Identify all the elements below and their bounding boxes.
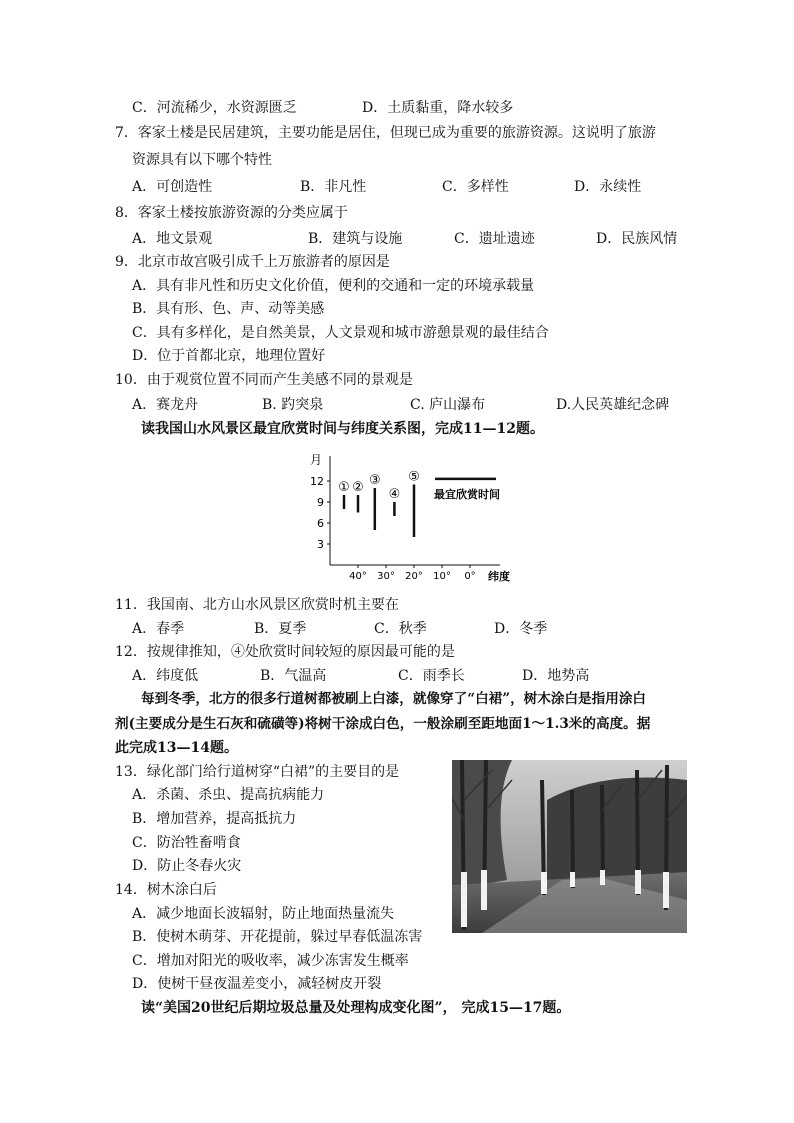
q11-option-b: B．夏季 — [254, 621, 307, 637]
q13-option-a: A．杀菌、杀虫、提高抗病能力 — [132, 787, 325, 803]
q8-option-c: C．遗址遗迹 — [454, 231, 535, 247]
x-tick-label: 30° — [377, 571, 395, 582]
series-label: ③ — [368, 473, 381, 488]
intro-15-17: 读“美国20世纪后期垃圾总量及处理构成变化图”， 完成15—17题。 — [141, 1000, 571, 1016]
q11-stem: 11．我国南、北方山水风景区欣赏时机主要在 — [115, 597, 399, 613]
y-tick-label: 12 — [310, 475, 324, 488]
q13-stem: 13．绿化部门给行道树穿“白裙”的主要目的是 — [115, 764, 400, 780]
q11-option-a: A．春季 — [132, 621, 185, 637]
q7-option-b: B．非凡性 — [300, 179, 367, 195]
q8-stem: 8．客家土楼按旅游资源的分类应属于 — [115, 205, 348, 221]
x-axis-label: 纬度 — [488, 570, 510, 583]
q8-option-a: A．地文景观 — [132, 231, 213, 247]
q12-option-a: A．纬度低 — [132, 668, 199, 684]
q12-option-c: C．雨季长 — [398, 668, 465, 684]
series-label: ④ — [388, 487, 401, 502]
y-axis-label: 月 — [310, 453, 323, 467]
q9-stem: 9．北京市故宫吸引成千上万旅游者的原因是 — [115, 254, 390, 270]
q9-option-b: B．具有形、色、声、动等美感 — [132, 301, 325, 317]
intro-13-14-line1: 每到冬季，北方的很多行道树都被刷上白漆，就像穿了“白裙”，树木涂白是指用涂白 — [141, 691, 647, 707]
q10-option-a: A．赛龙舟 — [132, 397, 199, 413]
legend-label: 最宜欣赏时间 — [434, 487, 500, 501]
series-label: ⑤ — [408, 469, 420, 485]
q12-option-d: D．地势高 — [522, 668, 590, 684]
q14-option-a: A．减少地面长波辐射，防止地面热量流失 — [132, 906, 395, 922]
q14-option-b: B．使树木萌芽、开花提前，躲过早春低温冻害 — [132, 929, 423, 945]
x-tick-label: 0° — [464, 571, 476, 582]
q7-stem-cont: 资源具有以下哪个特性 — [132, 152, 272, 168]
latitude-season-chart — [300, 450, 515, 585]
q7-option-a: A．可创造性 — [132, 179, 213, 195]
q10-option-b: B. 趵突泉 — [262, 397, 324, 413]
intro-13-14-line3: 此完成13—14题。 — [115, 740, 238, 756]
y-tick-label: 3 — [317, 538, 324, 551]
y-tick-label: 9 — [317, 496, 324, 509]
intro-11-12: 读我国山水风景区最宜欣赏时间与纬度关系图，完成11—12题。 — [141, 421, 544, 437]
y-tick-label: 6 — [317, 517, 324, 530]
q6-option-d: D．土质黏重，降水较多 — [362, 100, 514, 116]
q8-option-b: B．建筑与设施 — [308, 231, 403, 247]
q12-option-b: B．气温高 — [260, 668, 327, 684]
series-label: ② — [352, 480, 364, 495]
q13-option-c: C．防治牲畜啃食 — [132, 835, 241, 851]
x-tick-label: 20° — [405, 571, 423, 582]
q11-option-d: D．冬季 — [494, 621, 548, 637]
q9-option-c: C．具有多样化，是自然美景，人文景观和城市游憩景观的最佳结合 — [132, 325, 549, 341]
series-label: ① — [338, 480, 350, 495]
q14-option-d: D．使树干昼夜温差变小，减轻树皮开裂 — [132, 976, 382, 992]
q13-option-b: B．增加营养，提高抵抗力 — [132, 811, 297, 827]
q12-stem: 12．按规律推知，④处欣赏时间较短的原因最可能的是 — [115, 644, 455, 660]
q11-option-c: C．秋季 — [374, 621, 427, 637]
q9-option-d: D．位于首都北京，地理位置好 — [132, 348, 326, 364]
q10-stem: 10．由于观赏位置不同而产生美感不同的景观是 — [115, 372, 413, 388]
whitewashed-trees-photo — [452, 760, 687, 933]
q10-option-d: D.人民英雄纪念碑 — [556, 397, 670, 413]
q9-option-a: A．具有非凡性和历史文化价值，便利的交通和一定的环境承载量 — [132, 278, 535, 294]
q7-stem: 7．客家土楼是民居建筑，主要功能是居住，但现已成为重要的旅游资源。这说明了旅游 — [115, 125, 656, 141]
q14-stem: 14．树木涂白后 — [115, 882, 217, 898]
q6-option-c: C．河流稀少，水资源匮乏 — [132, 100, 297, 116]
q10-option-c: C. 庐山瀑布 — [410, 397, 486, 413]
q14-option-c: C．增加对阳光的吸收率，减少冻害发生概率 — [132, 953, 409, 969]
q13-option-d: D．防止冬春火灾 — [132, 858, 242, 874]
q7-option-d: D．永续性 — [574, 179, 642, 195]
q8-option-d: D．民族风情 — [596, 231, 678, 247]
q7-option-c: C．多样性 — [442, 179, 509, 195]
intro-13-14-line2: 剂(主要成分是生石灰和硫磺等)将树干涂成白色，一般涂刷至距地面1～1.3米的高度。据 — [115, 716, 651, 732]
x-tick-label: 10° — [433, 571, 451, 582]
x-tick-label: 40° — [349, 571, 367, 582]
